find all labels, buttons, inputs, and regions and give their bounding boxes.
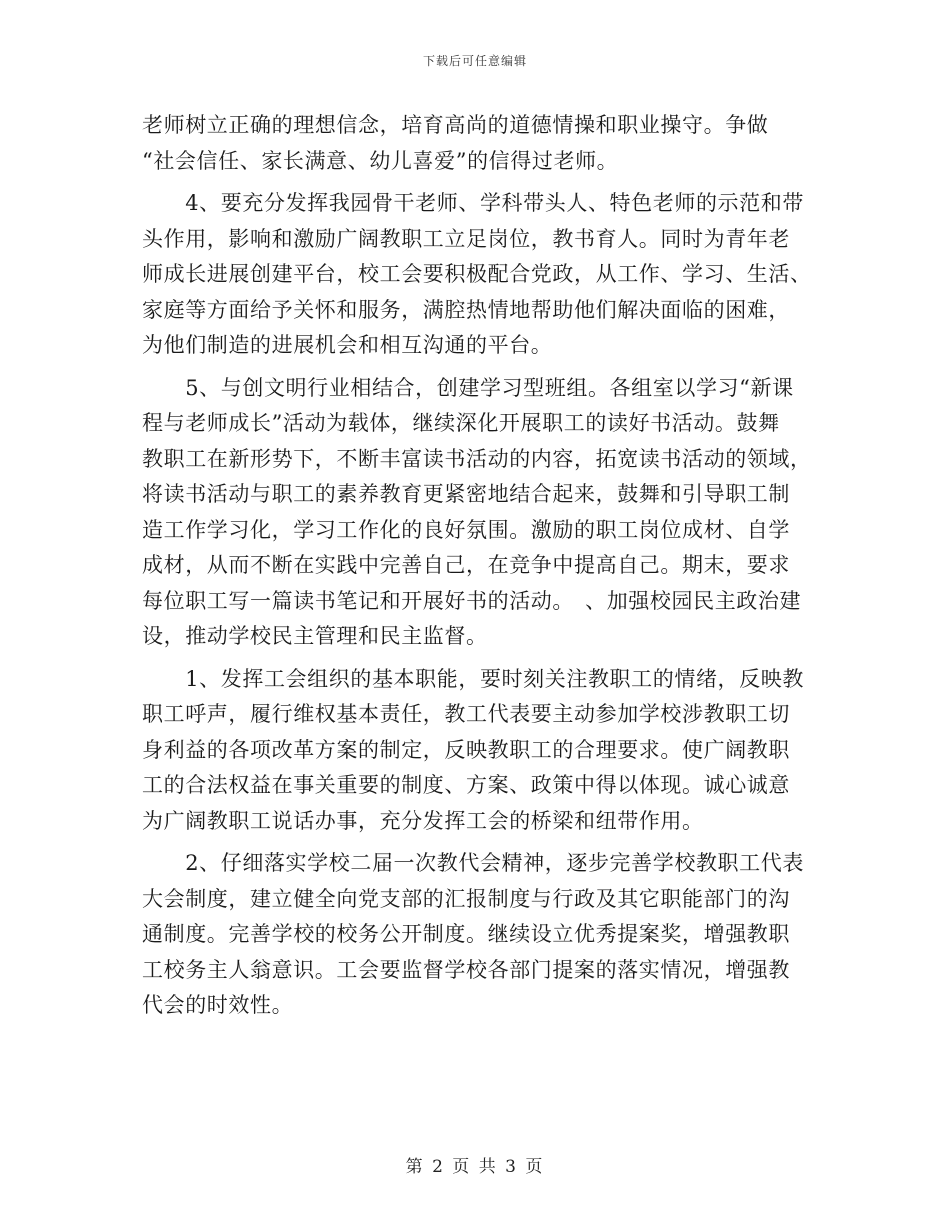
text-line: 造工作学习化，学习工作化的良好氛围。激励的职工岗位成材、自学: [142, 517, 790, 542]
text-line: 通制度。完善学校的校务公开制度。继续设立优秀提案奖，增强教职: [142, 922, 790, 946]
text-line: 每位职工写一篇读书笔记和开展好书的活动。 、加强校园民主政治建: [142, 588, 802, 613]
text-line: 程与老师成长”活动为载体，继续深化开展职工的读好书活动。鼓舞: [142, 411, 780, 435]
page-header: 下载后可任意编辑: [422, 54, 527, 68]
text-line: 代会的时效性。: [142, 993, 294, 1017]
text-line: 设，推动学校民主管理和民主监督。: [142, 624, 488, 648]
paragraph-5: [142, 846, 810, 1024]
text-line: 5、与创文明行业相结合，创建学习型班组。各组室以学习“新课: [142, 375, 794, 400]
page-number: 第 2 页 共 3 页: [405, 1157, 545, 1177]
text-line: 职工呼声，履行维权基本责任，教工代表要主动参加学校涉教职工切: [142, 702, 790, 726]
text-line: 老师树立正确的理想信念，培育高尚的道德情操和职业操守。争做: [142, 113, 769, 137]
paragraph-2: [142, 186, 810, 364]
text-line: 工的合法权益在事关重要的制度、方案、政策中得以体现。诚心诚意: [142, 773, 790, 797]
document-body: [142, 108, 810, 1024]
text-line: 工校务主人翁意识。工会要监督学校各部门提案的落实情况，增强教: [142, 957, 790, 982]
text-line: 成材，从而不断在实践中完善自己，在竞争中提高自己。期末，要求: [142, 553, 790, 577]
paragraph-3: [142, 371, 810, 655]
text-line: 为广阔教职工说话办事，充分发挥工会的桥梁和纽带作用。: [142, 808, 704, 833]
paragraph-4: [142, 662, 810, 840]
text-line: 头作用，影响和激励广阔教职工立足岗位，教书育人。同时为青年老: [142, 226, 790, 251]
paragraph-1: [142, 108, 810, 179]
text-line: 教职工在新形势下，不断丰富读书活动的内容，拓宽读书活动的领域，: [142, 446, 812, 471]
text-line: 师成长进展创建平台，校工会要积极配合党政，从工作、学习、生活、: [142, 262, 812, 286]
text-line: 身利益的各项改革方案的制定，反映教职工的合理要求。使广阔教职: [142, 737, 790, 762]
text-line: 4、要充分发挥我园骨干老师、学科带头人、特色老师的示范和带: [142, 191, 804, 215]
text-line: 家庭等方面给予关怀和服务，满腔热情地帮助他们解决面临的困难，: [142, 297, 790, 322]
text-line: “社会信任、家长满意、幼儿喜爱”的信得过老师。: [142, 148, 619, 173]
text-line: 1、发挥工会组织的基本职能，要时刻关注教职工的情绪，反映教: [142, 666, 804, 691]
text-line: 为他们制造的进展机会和相互沟通的平台。: [142, 333, 553, 357]
text-line: 大会制度，建立健全向党支部的汇报制度与行政及其它职能部门的沟: [142, 886, 790, 911]
text-line: 将读书活动与职工的素养教育更紧密地结合起来，鼓舞和引导职工制: [142, 482, 790, 506]
text-line: 2、仔细落实学校二届一次教代会精神，逐步完善学校教职工代表: [142, 851, 804, 875]
